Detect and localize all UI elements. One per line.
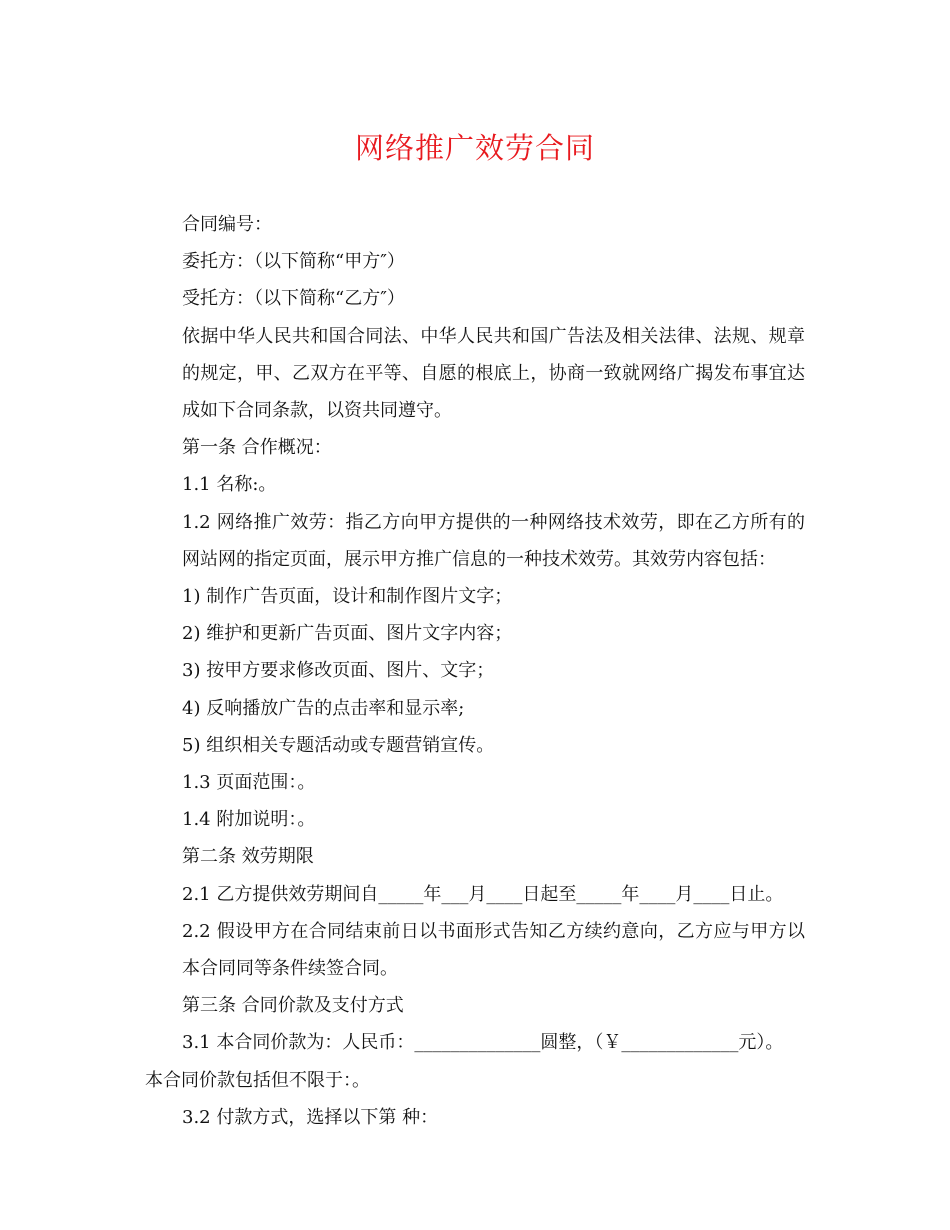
paragraph: 第二条 效劳期限 xyxy=(182,846,314,868)
paragraph: 2.2 假设甲方在合同结束前日以书面形式告知乙方续约意向，乙方应与甲方以本合同同等条件续签合同。 xyxy=(182,920,805,980)
paragraph: 第一条 合作概况： xyxy=(182,437,332,459)
paragraph: 本合同价款包括但不限于：。 xyxy=(145,1069,370,1091)
paragraph: 1) 制作广告页面，设计和制作图片文字； xyxy=(182,586,513,608)
paragraph: 2) 维护和更新广告页面、图片文字内容； xyxy=(182,623,513,645)
paragraph: 3.2 付款方式，选择以下第 种： xyxy=(182,1106,439,1128)
paragraph: 1.4 附加说明：。 xyxy=(182,809,316,831)
paragraph: 1.3 页面范围：。 xyxy=(182,772,316,794)
paragraph: 1.2 网络推广效劳：指乙方向甲方提供的一种网络技术效劳，即在乙方所有的网站网的指定页面，展示甲方推广信息的一种技术效劳。其效劳内容包括： xyxy=(182,511,805,570)
paragraph: 3) 按甲方要求修改页面、图片、文字； xyxy=(182,660,495,682)
paragraph: 1.1 名称:。 xyxy=(182,474,277,496)
paragraph: 5) 组织相关专题活动或专题营销宣传。 xyxy=(182,734,495,756)
document-body xyxy=(145,206,805,1136)
paragraph: 3.1 本合同价款为：人民币：______________圆整，（￥_____________元）。 xyxy=(182,1032,784,1054)
paragraph: 依据中华人民共和国合同法、中华人民共和国广告法及相关法律、法规、规章的规定，甲、乙双方在平等、自愿的根底上，协商一致就网络广揭发布事宜达成如下合同条款，以资共同遵守。 xyxy=(182,325,805,422)
paragraph: 委托方：（以下简称“甲方″） xyxy=(182,251,405,273)
document-title: 网络推广效劳合同 xyxy=(354,131,595,165)
paragraph: 受托方：（以下简称“乙方″） xyxy=(182,288,405,310)
paragraph: 2.1 乙方提供效劳期间自_____年___月____日起至_____年____月____日止。 xyxy=(182,883,784,905)
paragraph: 合同编号： xyxy=(182,214,272,235)
paragraph: 4) 反响播放广告的点击率和显示率; xyxy=(182,697,465,719)
paragraph: 第三条 合同价款及支付方式 xyxy=(182,995,404,1017)
